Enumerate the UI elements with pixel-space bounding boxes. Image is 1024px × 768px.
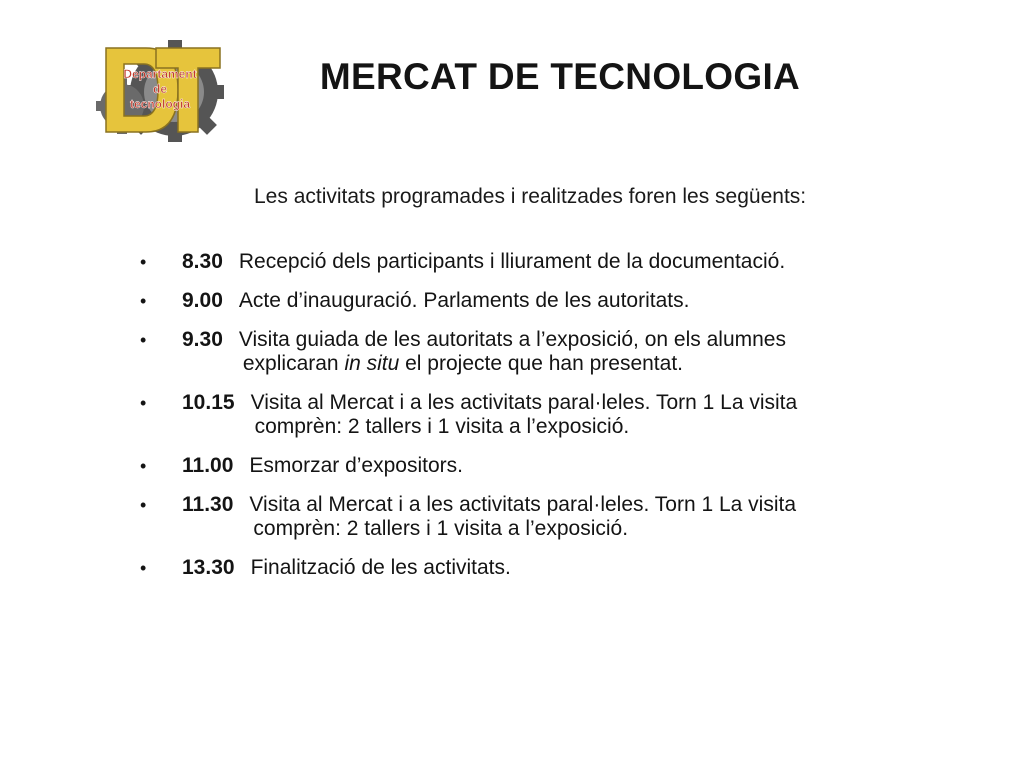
bullet-icon: • [140, 558, 147, 578]
schedule-item [140, 493, 970, 541]
schedule-description [239, 328, 786, 376]
schedule-text: Finalització de les activitats. [250, 556, 511, 579]
schedule-time: 11.30 [182, 493, 234, 516]
schedule-time: 9.30 [182, 328, 223, 351]
schedule-item [140, 328, 970, 376]
schedule-text: Acte d’inauguració. Parlaments de les autoritats. [238, 289, 690, 312]
schedule-description [251, 556, 511, 580]
department-logo [96, 34, 226, 144]
schedule-time: 13.30 [182, 556, 235, 579]
schedule-item [140, 250, 970, 274]
schedule-time: 10.15 [182, 391, 235, 414]
schedule-item [140, 391, 970, 439]
logo-text-line1: Departament [123, 67, 197, 81]
schedule-text-cont-italic: in situ [344, 352, 400, 375]
logo-text-line2: de [152, 82, 168, 96]
bullet-icon: • [140, 456, 147, 476]
bullet-icon: • [140, 291, 147, 311]
bullet-icon: • [140, 495, 147, 515]
bullet-icon: • [140, 393, 147, 413]
schedule-item [140, 556, 970, 580]
schedule-text-cont-post: el projecte que han presentat. [399, 352, 683, 375]
schedule-description [249, 493, 796, 541]
schedule-item [140, 454, 970, 478]
schedule-text: Visita al Mercat i a les activitats paral·leles. Torn 1 La visita [250, 391, 798, 414]
schedule-text-cont-pre: explicaran [242, 352, 345, 375]
schedule-time: 11.00 [182, 454, 234, 477]
bullet-icon: • [140, 330, 147, 350]
schedule-text: Esmorzar d’expositors. [249, 454, 463, 477]
schedule-text-continuation: comprèn: 2 tallers i 1 visita a l’exposició. [253, 517, 629, 540]
schedule-time: 8.30 [182, 250, 223, 273]
page-title: MERCAT DE TECNOLOGIA [319, 56, 801, 97]
schedule-description [239, 250, 785, 274]
schedule-list [140, 250, 970, 595]
schedule-description [239, 289, 690, 313]
schedule-text: Visita guiada de les autoritats a l’exposició, on els alumnes [238, 328, 786, 351]
schedule-text-continuation: comprèn: 2 tallers i 1 visita a l’exposició. [254, 415, 630, 438]
schedule-time: 9.00 [182, 289, 223, 312]
schedule-description [251, 391, 798, 439]
intro-text: Les activitats programades i realitzades foren les següents: [254, 185, 807, 208]
bullet-icon: • [140, 252, 147, 272]
logo-text-line3: tecnologia [129, 97, 191, 111]
dt-gear-logo-icon [96, 34, 226, 144]
schedule-description [249, 454, 463, 478]
schedule-item [140, 289, 970, 313]
schedule-text: Recepció dels participants i lliurament de la documentació. [238, 250, 786, 273]
schedule-text-continuation [239, 352, 786, 376]
schedule-text: Visita al Mercat i a les activitats paral·leles. Torn 1 La visita [249, 493, 797, 516]
